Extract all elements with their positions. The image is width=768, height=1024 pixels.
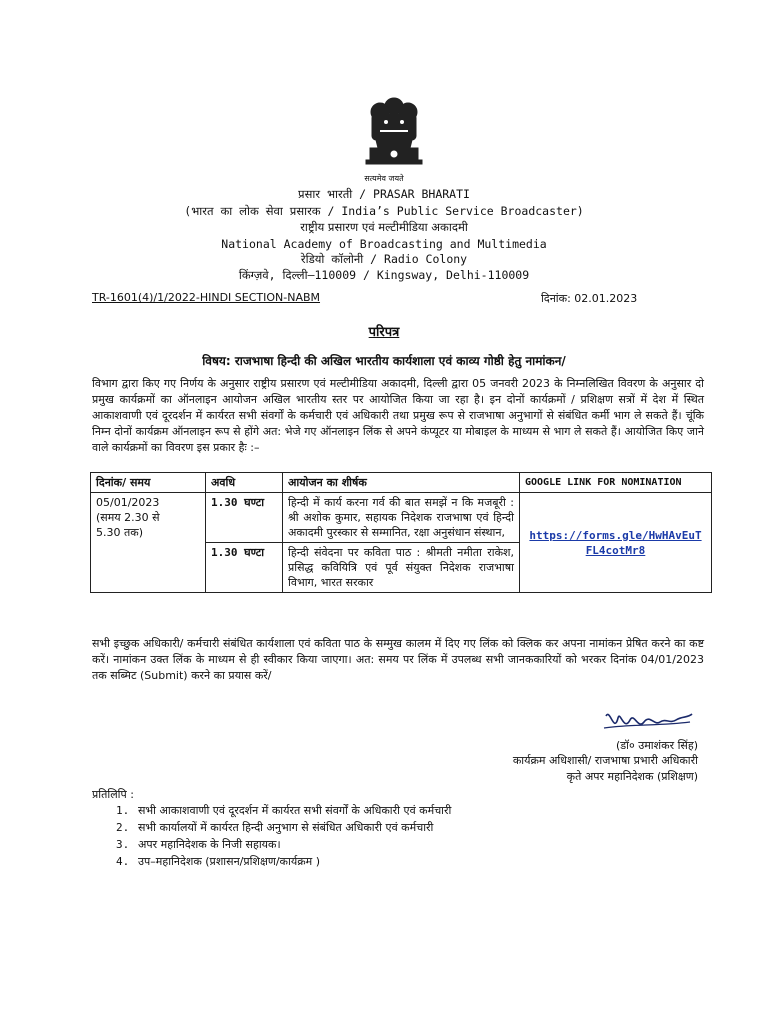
header-title: आयोजन का शीर्षक	[283, 473, 520, 493]
event-title-cell: हिन्दी में कार्य करना गर्व की बात समझें न कि मजबूरी : श्री अशोक कुमार, सहायक निदेशक राजभाषा एवं हिन्दी अकादमी पुरस्कार से सम्मानित, रक्षा अनुसंधान संस्थान,	[283, 493, 520, 543]
signature	[600, 704, 696, 738]
circular-title: परिपत्र	[368, 325, 400, 340]
list-text: उप–महानिदेशक (प्रशासन/प्रशिक्षण/कार्यक्रम )	[138, 855, 321, 868]
list-item	[116, 819, 451, 836]
signatory-designation: कार्यक्रम अधिशासी/ राजभाषा प्रभारी अधिकारी	[512, 754, 698, 767]
document-date: दिनांक: 02.01.2023	[541, 292, 638, 305]
subject-line: विषय: राजभाषा हिन्दी की अखिल भारतीय कार्यशाला एवं काव्य गोष्ठी हेतु नामांकन/	[202, 354, 566, 368]
list-number: 4.	[116, 855, 130, 868]
list-item	[116, 853, 451, 870]
table-row	[91, 493, 712, 543]
signatory-name: (डॉ० उमाशंकर सिंह)	[615, 739, 698, 752]
schedule-table	[90, 472, 712, 593]
header-line-broadcaster: (भारत का लोक सेवा प्रसारक / India’s Public Service Broadcaster)	[184, 204, 584, 218]
list-number: 3.	[116, 838, 130, 851]
duration-cell: 1.30 घण्टा	[206, 493, 283, 543]
closing-paragraph: सभी इच्छुक अधिकारी/ कर्मचारी संबंधित कार्यशाला एवं कविता पाठ के सम्मुख कालम में दिए गए लिंक को क्लिक कर अपना नामांकन प्रेषित करने का कष्ट करें। नामांकन उक्त लिंक के माध्यम से ही स्वीकार किया जाएगा। अत: समय पर लिंक में उपलब्ध सभी जानककारियों को भरकर दिनांक 04/01/2023 तक सब्मिट (Submit) करने का प्रयास करें/	[92, 637, 704, 682]
list-number: 1.	[116, 804, 130, 817]
nomination-link[interactable]: https://forms.gle/HwHAvEuTFL4cotMr8	[529, 528, 702, 557]
link-cell	[520, 493, 712, 593]
list-item	[116, 836, 451, 853]
reference-number: TR-1601(4)/1/2022-HINDI SECTION-NABM	[92, 291, 321, 304]
national-emblem-icon	[356, 92, 432, 182]
event-title-cell: हिन्दी संवेदना पर कविता पाठ : श्रीमती नमीता राकेश, प्रसिद्ध कवियित्रि एवं पूर्व संयुक्त निदेशक राजभाषा विभाग, भारत सरकार	[283, 543, 520, 593]
intro-paragraph: विभाग द्वारा किए गए निर्णय के अनुसार राष्ट्रीय प्रसारण एवं मल्टीमीडिया अकादमी, दिल्ली द्वारा 05 जनवरी 2023 के निम्नलिखित विवरण के अनुसार दो प्रमुख कार्यक्रमों का ऑनलाइन आयोजन अखिल भारतीय स्तर पर आयोजित किया जा रहा है। इन दोनों कार्यक्रमों / प्रशिक्षण सत्रों में देश में स्थित आकाशवाणी एवं दूरदर्शन में कार्यरत सभी संवर्गों के कर्मचारी एवं अधिकारी तथा प्रमुख रूप से राजभाषा अनुभागों से संबंधित कर्मी भाग ले सकते हैं। चूंकि निम्न दोनों कार्यक्रम ऑनलाइन रूप से होंगे अत: भेजे गए ऑनलाइन लिंक से अपने कंप्यूटर या मोबाइल के माध्यम से भाग ले सकते हैं। आयोजित किए जाने वाले कार्यक्रमों का विवरण इस प्रकार हैः :–	[92, 377, 704, 454]
header-duration: अवधि	[206, 473, 283, 493]
copy-list	[116, 802, 451, 870]
header-line-org: प्रसार भारती / PRASAR BHARATI	[298, 187, 470, 201]
signatory-for: कृते अपर महानिदेशक (प्रशिक्षण)	[566, 770, 698, 783]
header-line-academy: National Academy of Broadcasting and Multimedia	[221, 237, 547, 251]
date-cell: 05/01/2023 (समय 2.30 से 5.30 तक)	[91, 493, 206, 593]
emblem-motto: सत्यमेव जयते	[364, 174, 404, 183]
header-line-academy-hindi: राष्ट्रीय प्रसारण एवं मल्टीमीडिया अकादमी	[300, 220, 468, 234]
copy-to-label: प्रतिलिपि :	[92, 788, 134, 801]
header-date-time: दिनांक/ समय	[91, 473, 206, 493]
header-link: GOOGLE LINK FOR NOMINATION	[520, 473, 712, 493]
list-text: सभी आकाशवाणी एवं दूरदर्शन में कार्यरत सभी संवर्गों के अधिकारी एवं कर्मचारी	[138, 804, 452, 817]
header-line-colony: रेडियो कॉलोनी / Radio Colony	[300, 252, 468, 266]
duration-cell: 1.30 घण्टा	[206, 543, 283, 593]
list-text: अपर महानिदेशक के निजी सहायक।	[138, 838, 281, 851]
list-text: सभी कार्यालयों में कार्यरत हिन्दी अनुभाग से संबंधित अधिकारी एवं कर्मचारी	[138, 821, 434, 834]
list-item	[116, 802, 451, 819]
table-header-row	[91, 473, 712, 493]
header-line-address: किंग्ज़वे, दिल्ली–110009 / Kingsway, Delhi-110009	[238, 268, 530, 282]
list-number: 2.	[116, 821, 130, 834]
